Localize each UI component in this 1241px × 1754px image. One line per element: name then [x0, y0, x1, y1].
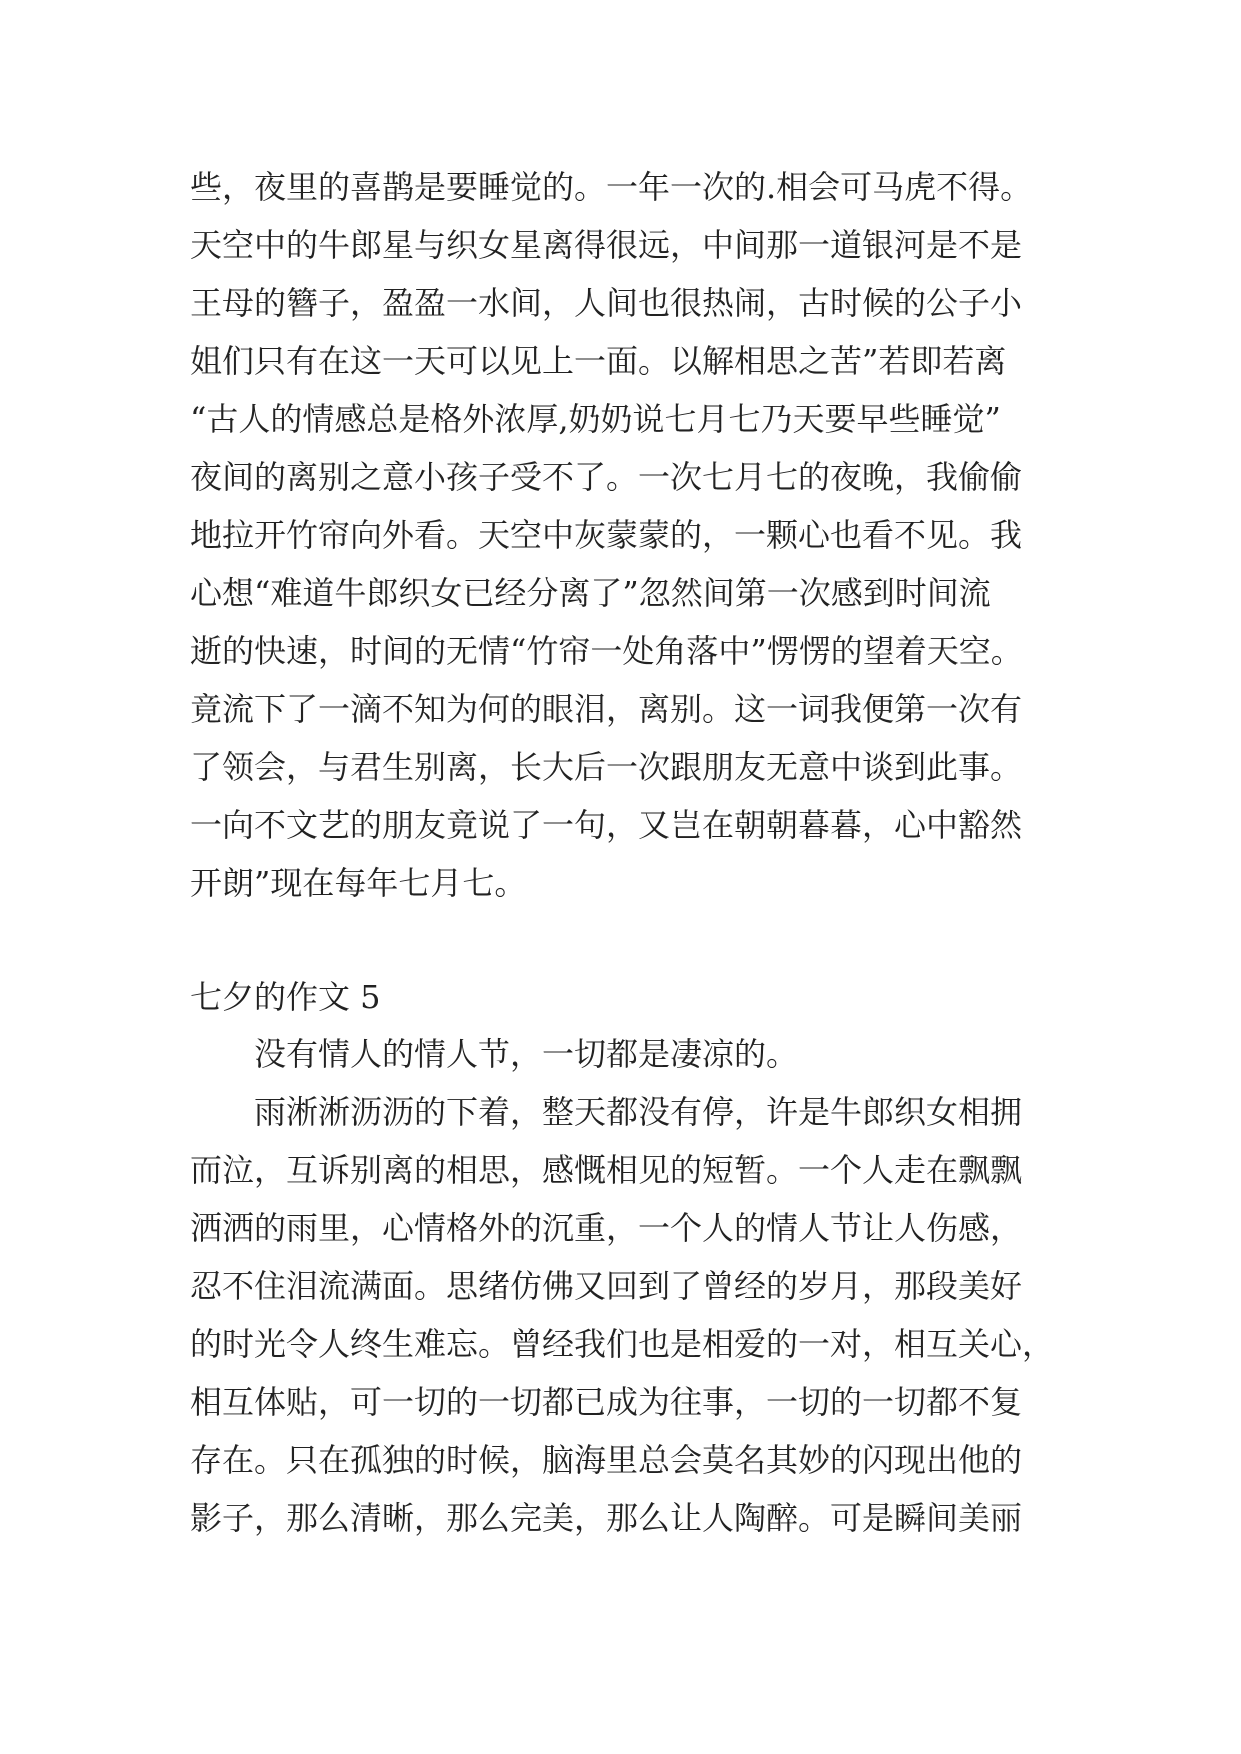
text-line: 一向不文艺的朋友竟说了一句，又岂在朝朝暮暮，心中豁然 — [190, 806, 1023, 844]
text-line: 存在。只在孤独的时候，脑海里总会莫名其妙的闪现出他的 — [190, 1441, 1023, 1479]
text-line: 而泣，互诉别离的相思，感慨相见的短暂。一个人走在飘飘 — [190, 1151, 1023, 1189]
text-line: 逝的快速，时间的无情“竹帘一处角落中”愣愣的望着天空。 — [190, 632, 1023, 670]
text-line: 了领会，与君生别离，长大后一次跟朋友无意中谈到此事。 — [190, 748, 1023, 786]
section-heading: 七夕的作文 5 — [190, 978, 381, 1016]
text-line: 洒洒的雨里，心情格外的沉重，一个人的情人节让人伤感， — [190, 1209, 1023, 1247]
text-line: 影子，那么清晰，那么完美，那么让人陶醉。可是瞬间美丽 — [190, 1499, 1023, 1537]
text-line: 姐们只有在这一天可以见上一面。以解相思之苦”若即若离 — [190, 342, 1007, 380]
text-line: 忍不住泪流满面。思绪仿佛又回到了曾经的岁月，那段美好 — [190, 1267, 1023, 1305]
text-line: 开朗”现在每年七月七。 — [190, 864, 527, 902]
text-line: 地拉开竹帘向外看。天空中灰蒙蒙的，一颗心也看不见。我 — [190, 516, 1023, 554]
text-line: 竟流下了一滴不知为何的眼泪，离别。这一词我便第一次有 — [190, 690, 1023, 728]
text-line: “古人的情感总是格外浓厚,奶奶说七月七乃天要早些睡觉” — [190, 400, 1001, 438]
text-line: 相互体贴，可一切的一切都已成为往事，一切的一切都不复 — [190, 1383, 1023, 1421]
paragraph-first-line: 没有情人的情人节，一切都是凄凉的。 — [254, 1035, 799, 1073]
essay-5-body — [190, 1025, 1070, 1547]
text-line: 王母的簪子，盈盈一水间，人间也很热闹，古时候的公子小 — [190, 284, 1023, 322]
text-line: 心想“难道牛郎织女已经分离了”忽然间第一次感到时间流 — [190, 574, 991, 612]
text-line: 天空中的牛郎星与织女星离得很远，中间那一道银河是不是 — [190, 226, 1023, 264]
text-line: 些，夜里的喜鹊是要睡觉的。一年一次的.相会可马虎不得。 — [190, 168, 1033, 206]
essay-continuation — [190, 158, 1070, 912]
text-line: 的时光令人终生难忘。曾经我们也是相爱的一对，相互关心， — [190, 1325, 1055, 1363]
paragraph-first-line: 雨淅淅沥沥的下着，整天都没有停，许是牛郎织女相拥 — [254, 1093, 1023, 1131]
text-line: 夜间的离别之意小孩子受不了。一次七月七的夜晚，我偷偷 — [190, 458, 1023, 496]
